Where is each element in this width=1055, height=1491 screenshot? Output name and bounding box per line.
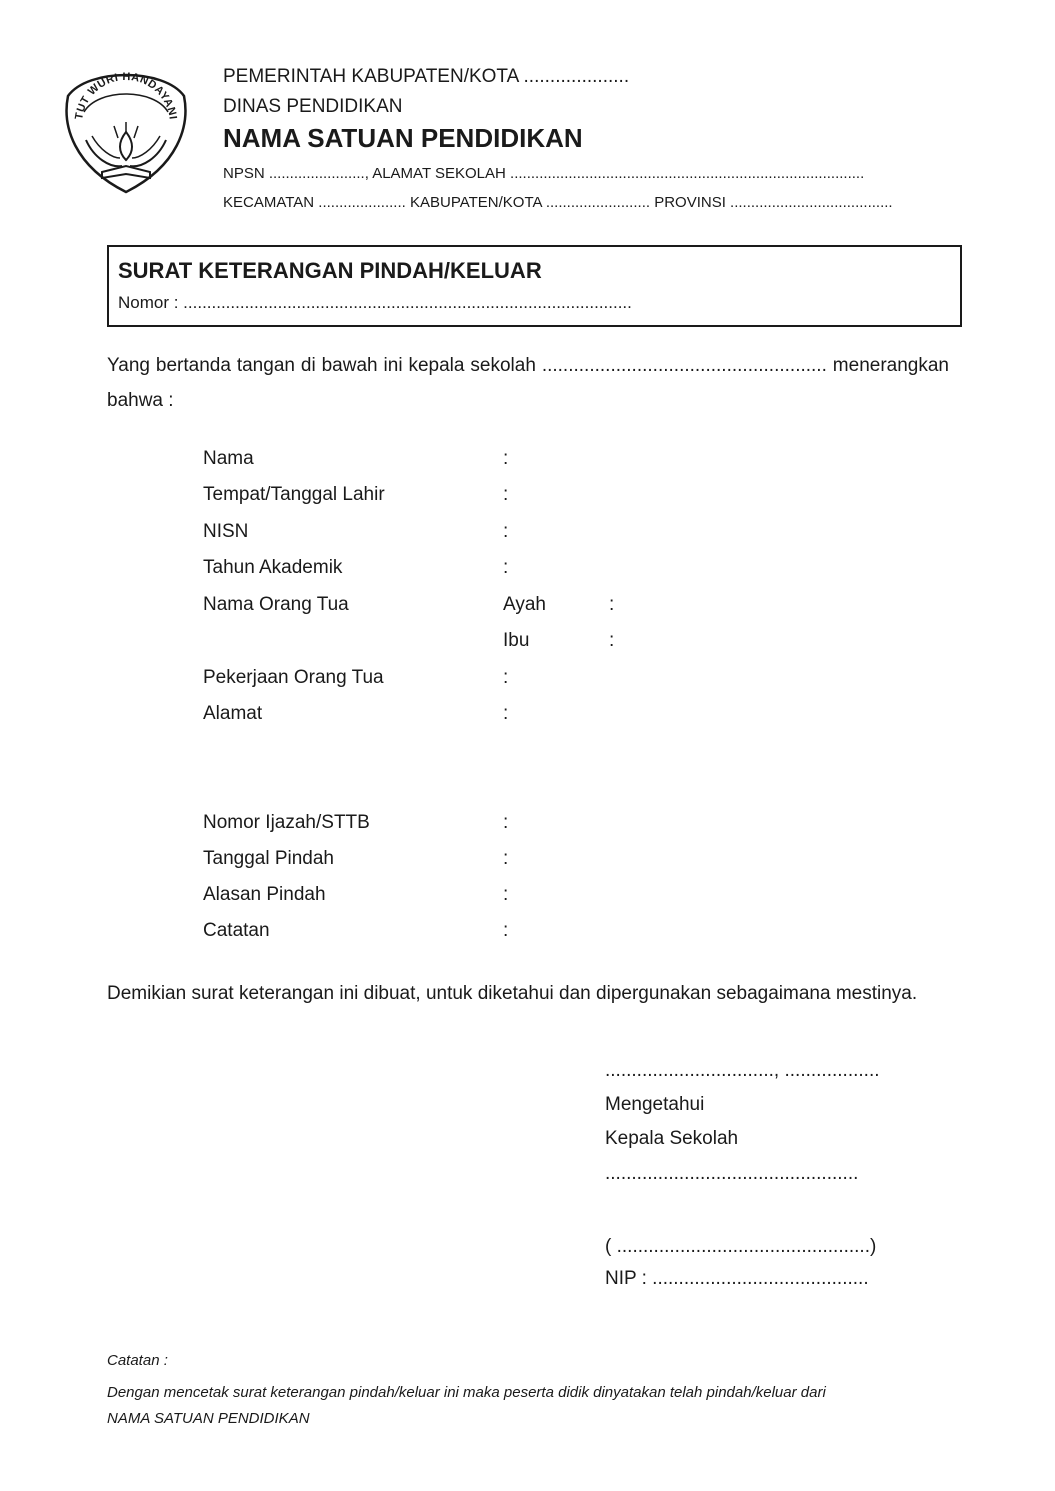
school-name: NAMA SATUAN PENDIDIKAN xyxy=(223,123,583,153)
field-colon: : xyxy=(503,812,509,833)
signature-acknowledged: Mengetahui xyxy=(605,1094,705,1115)
place-date: ................................, .................. xyxy=(605,1060,880,1081)
government-header: PEMERINTAH KABUPATEN/KOTA .................... xyxy=(223,66,630,87)
footer-note-school: NAMA SATUAN PENDIDIKAN xyxy=(107,1410,310,1427)
field-label-nomor-ijazah: Nomor Ijazah/STTB xyxy=(203,812,370,833)
field-label-nisn: NISN xyxy=(203,521,249,542)
field-label-pekerjaan-orang-tua: Pekerjaan Orang Tua xyxy=(203,667,384,688)
signature-title: Kepala Sekolah xyxy=(605,1128,739,1149)
field-label-nama-orang-tua: Nama Orang Tua xyxy=(203,594,349,615)
signature-school-line: ................................................ xyxy=(605,1163,859,1184)
footer-note-label: Catatan : xyxy=(107,1352,168,1369)
field-label-nama: Nama xyxy=(203,448,254,469)
footer-note-text: Dengan mencetak surat keterangan pindah/keluar ini maka peserta didik dinyatakan telah pindah/keluar dari xyxy=(107,1384,826,1401)
department-header: DINAS PENDIDIKAN xyxy=(223,96,403,117)
field-colon: : xyxy=(503,848,509,869)
field-colon: : xyxy=(503,521,509,542)
letter-title: SURAT KETERANGAN PINDAH/KELUAR xyxy=(118,258,542,283)
field-colon: : xyxy=(609,630,615,651)
field-label-alamat: Alamat xyxy=(203,703,263,724)
field-sublabel-ibu: Ibu xyxy=(503,630,530,651)
letter-number: Nomor : ............................................................................................... xyxy=(118,293,632,312)
field-label-tempat-tanggal-lahir: Tempat/Tanggal Lahir xyxy=(203,484,385,505)
svg-text:TUT WURI HANDAYANI: TUT WURI HANDAYANI xyxy=(73,70,179,121)
field-colon: : xyxy=(503,884,509,905)
field-label-catatan: Catatan xyxy=(203,920,270,941)
field-colon: : xyxy=(503,484,509,505)
tut-wuri-handayani-logo xyxy=(58,66,194,194)
field-label-tahun-akademik: Tahun Akademik xyxy=(203,557,343,578)
field-colon: : xyxy=(503,448,509,469)
field-colon: : xyxy=(503,703,509,724)
letter-title-box xyxy=(107,245,962,327)
closing-paragraph: Demikian surat keterangan ini dibuat, untuk diketahui dan dipergunakan sebagaimana mestinya. xyxy=(107,983,918,1004)
intro-paragraph: Yang bertanda tangan di bawah ini kepala sekolah ...................................................... menerangkan bahwa : xyxy=(107,355,949,411)
field-colon: : xyxy=(503,557,509,578)
school-address-line: NPSN ......................., ALAMAT SEKOLAH ..................................................................................... xyxy=(223,165,865,182)
signatory-name: ( ................................................) xyxy=(605,1236,877,1257)
field-colon: : xyxy=(503,667,509,688)
field-label-tanggal-pindah: Tanggal Pindah xyxy=(203,848,334,869)
field-sublabel-ayah: Ayah xyxy=(503,594,546,615)
school-region-line: KECAMATAN ..................... KABUPATEN/KOTA ......................... PROVINSI ....................................... xyxy=(223,194,893,211)
signatory-nip: NIP : ......................................... xyxy=(605,1268,869,1289)
field-label-alasan-pindah: Alasan Pindah xyxy=(203,884,326,905)
field-colon: : xyxy=(503,920,509,941)
field-colon: : xyxy=(609,594,615,615)
